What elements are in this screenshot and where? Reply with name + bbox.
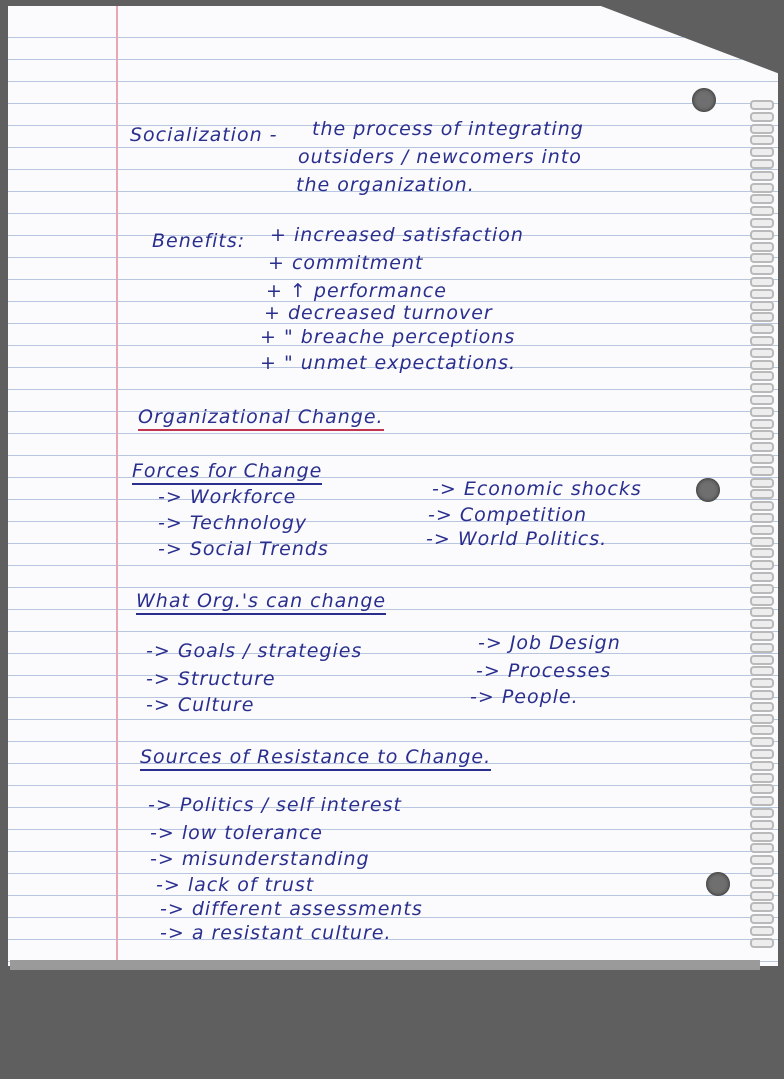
forces-heading: Forces for Change	[132, 460, 322, 485]
spiral-coil	[750, 584, 774, 594]
margin-line	[116, 6, 118, 966]
socialization-def-line-3: the organization.	[296, 174, 475, 196]
resistance-item: -> low tolerance	[150, 822, 323, 844]
spiral-coil	[750, 596, 774, 606]
spiral-coil	[750, 159, 774, 169]
resistance-item: -> Politics / self interest	[148, 794, 402, 816]
benefit-item: + " breache perceptions	[260, 326, 516, 348]
spiral-coil	[750, 737, 774, 747]
spiral-coil	[750, 690, 774, 700]
resistance-item: -> different assessments	[160, 898, 423, 920]
spiral-coil	[750, 265, 774, 275]
spiral-coil	[750, 796, 774, 806]
spiral-coil	[750, 702, 774, 712]
forces-right-item: -> Economic shocks	[432, 478, 642, 500]
spiral-coil	[750, 891, 774, 901]
spiral-coil	[750, 277, 774, 287]
spiral-coil	[750, 537, 774, 547]
spiral-coil	[750, 560, 774, 570]
spiral-coil	[750, 135, 774, 145]
socialization-term: Socialization -	[130, 124, 278, 146]
benefit-item: + commitment	[268, 252, 424, 274]
spiral-coil	[750, 289, 774, 299]
resistance-item: -> a resistant culture.	[160, 922, 392, 944]
spiral-coil	[750, 784, 774, 794]
spiral-coil	[750, 312, 774, 322]
forces-left-item: -> Social Trends	[158, 538, 329, 560]
spiral-coil	[750, 631, 774, 641]
punch-hole-bottom	[706, 872, 730, 896]
spiral-coil	[750, 938, 774, 948]
spiral-coil	[750, 478, 774, 488]
spiral-coil	[750, 572, 774, 582]
spiral-coil	[750, 230, 774, 240]
spiral-coil	[750, 855, 774, 865]
spiral-coil	[750, 171, 774, 181]
spiral-coil	[750, 383, 774, 393]
spiral-coil	[750, 395, 774, 405]
spiral-coil	[750, 124, 774, 134]
benefit-item: + ↑ performance	[266, 280, 447, 302]
spiral-coil	[750, 371, 774, 381]
what-change-left-item: -> Culture	[146, 694, 255, 716]
spiral-coil	[750, 749, 774, 759]
spiral-coil	[750, 430, 774, 440]
resistance-item: -> lack of trust	[156, 874, 315, 896]
spiral-coil	[750, 206, 774, 216]
forces-right-item: -> Competition	[428, 504, 588, 526]
spiral-coil	[750, 643, 774, 653]
spiral-coil	[750, 725, 774, 735]
punch-hole-middle	[696, 478, 720, 502]
spiral-coil	[750, 419, 774, 429]
spiral-coil	[750, 501, 774, 511]
spiral-coil	[750, 253, 774, 263]
spiral-coil	[750, 867, 774, 877]
spiral-coil	[750, 301, 774, 311]
spiral-coil	[750, 218, 774, 228]
forces-left-item: -> Workforce	[158, 486, 297, 508]
spiral-coil	[750, 832, 774, 842]
forces-right-item: -> World Politics.	[426, 528, 608, 550]
socialization-def-line-1: the process of integrating	[312, 118, 584, 140]
punch-hole-top	[692, 88, 716, 112]
spiral-coil	[750, 348, 774, 358]
spiral-coil	[750, 666, 774, 676]
spiral-binding	[746, 100, 776, 960]
spiral-coil	[750, 407, 774, 417]
spiral-coil	[750, 714, 774, 724]
benefit-item: + " unmet expectations.	[260, 352, 517, 374]
spiral-coil	[750, 820, 774, 830]
what-change-right-item: -> Processes	[476, 660, 612, 682]
benefit-item: + decreased turnover	[264, 302, 493, 324]
what-change-left-item: -> Goals / strategies	[146, 640, 363, 662]
spiral-coil	[750, 773, 774, 783]
forces-left-item: -> Technology	[158, 512, 308, 534]
what-change-right-item: -> People.	[470, 686, 579, 708]
spiral-coil	[750, 548, 774, 558]
spiral-coil	[750, 183, 774, 193]
benefits-label: Benefits:	[152, 230, 246, 252]
spiral-coil	[750, 336, 774, 346]
spiral-coil	[750, 879, 774, 889]
org-change-heading: Organizational Change.	[138, 406, 384, 431]
spiral-coil	[750, 242, 774, 252]
spiral-coil	[750, 678, 774, 688]
spiral-coil	[750, 454, 774, 464]
what-change-left-item: -> Structure	[146, 668, 276, 690]
resistance-heading: Sources of Resistance to Change.	[140, 746, 491, 771]
spiral-coil	[750, 489, 774, 499]
spiral-coil	[750, 619, 774, 629]
socialization-def-line-2: outsiders / newcomers into	[298, 146, 582, 168]
spiral-coil	[750, 100, 774, 110]
spiral-coil	[750, 914, 774, 924]
spiral-coil	[750, 808, 774, 818]
spiral-coil	[750, 607, 774, 617]
spiral-coil	[750, 513, 774, 523]
spiral-coil	[750, 360, 774, 370]
page-edge	[10, 960, 760, 970]
spiral-coil	[750, 147, 774, 157]
benefit-item: + increased satisfaction	[270, 224, 524, 246]
spiral-coil	[750, 194, 774, 204]
spiral-coil	[750, 466, 774, 476]
spiral-coil	[750, 843, 774, 853]
spiral-coil	[750, 926, 774, 936]
spiral-coil	[750, 902, 774, 912]
spiral-coil	[750, 442, 774, 452]
what-change-heading: What Org.'s can change	[136, 590, 386, 615]
spiral-coil	[750, 761, 774, 771]
spiral-coil	[750, 655, 774, 665]
spiral-coil	[750, 324, 774, 334]
spiral-coil	[750, 112, 774, 122]
resistance-item: -> misunderstanding	[150, 848, 370, 870]
spiral-coil	[750, 525, 774, 535]
what-change-right-item: -> Job Design	[478, 632, 621, 654]
